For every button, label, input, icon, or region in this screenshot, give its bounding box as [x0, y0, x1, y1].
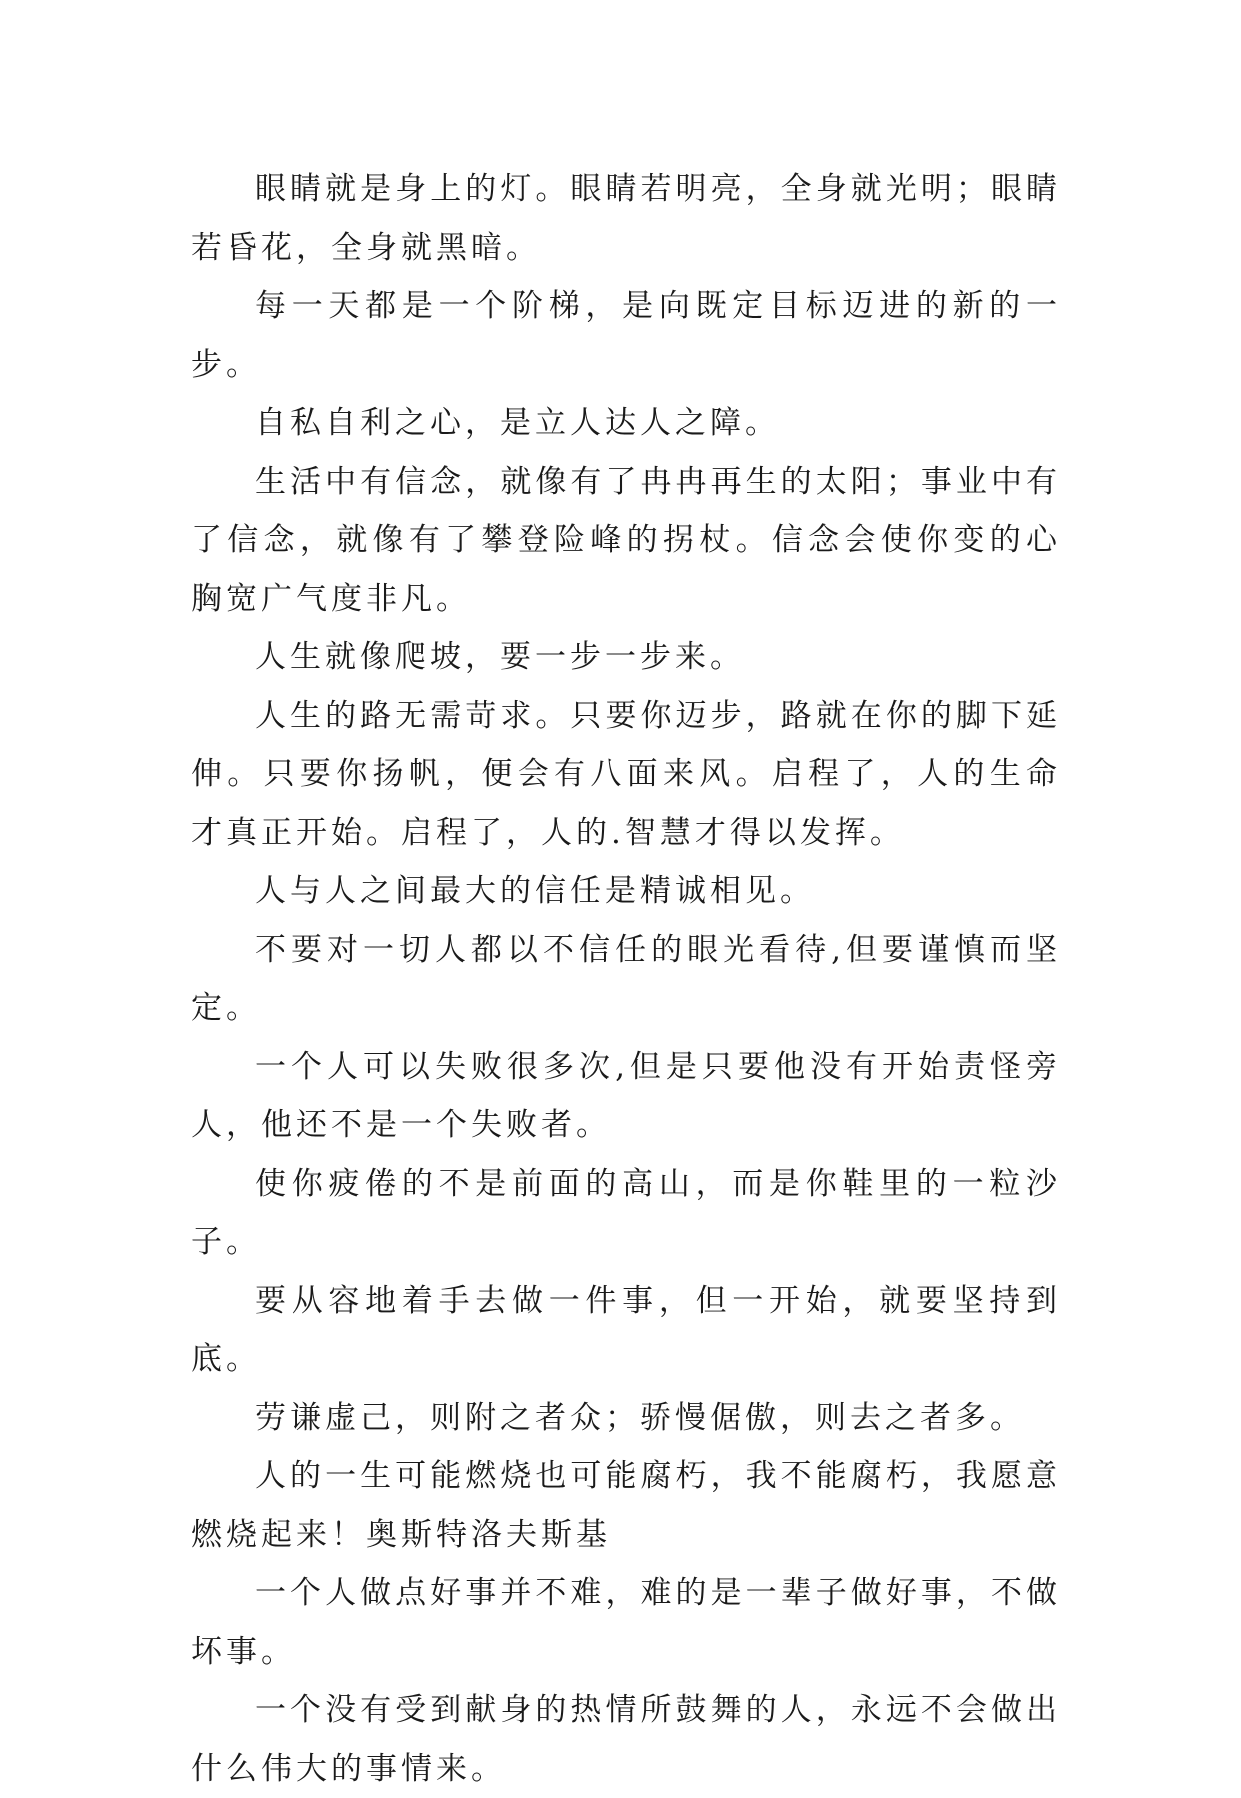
paragraph: 人生就像爬坡，要一步一步来。: [255, 639, 745, 675]
document-body: [191, 160, 1061, 1798]
paragraph: 使你疲倦的不是前面的高山，而是你鞋里的一粒沙子。: [191, 1165, 1061, 1260]
paragraph: 一个没有受到献身的热情所鼓舞的人，永远不会做出什么伟大的事情来。: [191, 1692, 1061, 1787]
paragraph: 人生的路无需苛求。只要你迈步，路就在你的脚下延伸。只要你扬帆，便会有八面来风。启程了，人的生命才真正开始。启程了，人的.智慧才得以发挥。: [191, 697, 1061, 851]
paragraph: 一个人做点好事并不难，难的是一辈子做好事，不做坏事。: [191, 1575, 1061, 1670]
paragraph: 自私自利之心，是立人达人之障。: [255, 405, 780, 441]
paragraph: 每一天都是一个阶梯，是向既定目标迈进的新的一步。: [191, 288, 1061, 383]
paragraph: 眼睛就是身上的灯。眼睛若明亮，全身就光明；眼睛若昏花，全身就黑暗。: [191, 171, 1061, 266]
paragraph: 不要对一切人都以不信任的眼光看待,但要谨慎而坚定。: [191, 931, 1061, 1026]
paragraph: 一个人可以失败很多次,但是只要他没有开始责怪旁人，他还不是一个失败者。: [191, 1048, 1061, 1143]
paragraph: 人的一生可能燃烧也可能腐朽，我不能腐朽，我愿意燃烧起来！奥斯特洛夫斯基: [191, 1458, 1061, 1553]
paragraph: 要从容地着手去做一件事，但一开始，就要坚持到底。: [191, 1282, 1061, 1377]
paragraph: 人与人之间最大的信任是精诚相见。: [255, 873, 815, 909]
paragraph: 劳谦虚己，则附之者众；骄慢倨傲，则去之者多。: [255, 1399, 1025, 1436]
paragraph: 生活中有信念，就像有了冉冉再生的太阳；事业中有了信念，就像有了攀登险峰的拐杖。信念会使你变的心胸宽广气度非凡。: [191, 463, 1061, 617]
